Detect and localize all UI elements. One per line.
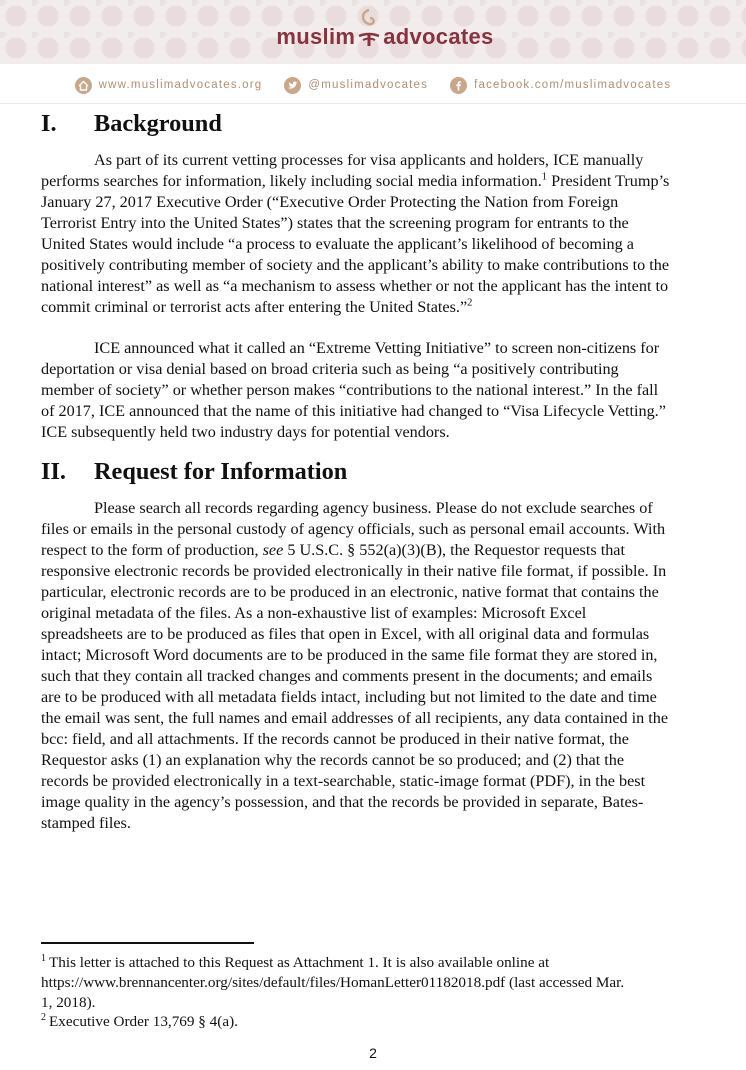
page-number: 2 <box>369 1045 377 1061</box>
section-heading-request <box>41 458 731 485</box>
section-number: II. <box>41 458 66 485</box>
paragraph: ICE announced what it called an “Extreme Vetting Initiative” to screen non-citizens for deportation or visa denial based on broad criteria such as being “a positively contributing member of society” or whether person makes “contributions to the national interest.” In the fall of 2017, ICE announced that the name of this initiative had changed to “Visa Lifecycle Vetting.” ICE subsequently held two industry days for potential vendors. <box>41 339 666 441</box>
paragraph: Please search all records regarding agency business. Please do not exclude searches of files or emails in the personal custody of agency officials, such as personal email accounts. With respect to the form of production, see 5 U.S.C. § 552(a)(3)(B), the Requestor requests that responsive electronic records be provided electronically in their native file format, if possible. In particular, electronic records are to be produced in an electronic, native format that contains the original metadata of the files. As a non-exhaustive list of examples: Microsoft Excel spreadsheets are to be produced as files that open in Excel, with all original data and formulas intact; Microsoft Word documents are to be produced in the same file format they are stored in, such that they contain all tracked changes and comments present in the documents; and emails are to be produced with all metadata fields intact, including but not limited to the date and time the email was sent, the full names and email addresses of all recipients, any data contained in the bcc: field, and all attachments. If the records cannot be produced in their native format, the Requestor asks (1) an explanation why the records cannot be so produced; and (2) that the records be provided electronically in a text-searchable, static-image format (PDF), in the best image quality in the agency’s possession, and that the records be provided in separate, Bates- stamped files. <box>41 499 669 832</box>
section-heading-background <box>41 110 731 137</box>
letter-body <box>41 110 731 834</box>
logo <box>0 0 746 64</box>
footnote-1: $^1$ This letter is attached to this Request as Attachment 1. It is also available online at https://www.brennancenter.org/sites/default/files/HomanLetter01182018.pdf (last accessed Mar. 1, 2018). <box>41 952 625 1011</box>
website-link[interactable] <box>75 77 263 94</box>
contact-bar <box>0 74 746 96</box>
twitter-icon <box>284 77 301 94</box>
footnote-ref[interactable]: 2 <box>467 297 473 309</box>
facebook-link[interactable] <box>450 77 671 94</box>
logo-text-muslim: muslim <box>276 24 356 49</box>
twitter-text: @muslimadvocates <box>308 79 429 91</box>
facebook-icon <box>450 77 467 94</box>
footnote-ref[interactable]: 1 <box>541 171 548 183</box>
section-number: I. <box>41 110 57 137</box>
section-title: Background <box>94 110 222 137</box>
website-text: www.muslimadvocates.org <box>98 79 263 91</box>
footnote-2: $^2$ Executive Order 13,769 § 4(a). <box>41 1012 238 1031</box>
twitter-link[interactable] <box>284 77 428 94</box>
header-divider <box>0 103 746 104</box>
footnotes <box>41 953 731 1032</box>
paragraph: As part of its current vetting processes for visa applicants and holders, ICE manually performs searches for information, likely including social media information.$^1$ President Trump’s January 27, 2017 Executive Order (“Executive Order Protecting the Nation from Foreign Terrorist Entry into the United States”) states that the screening program for entrants to the United States would include “a process to evaluate the applicant’s likelihood of becoming a positively contributing member of society and the applicant’s ability to make contributions to the national interest” as well as “a mechanism to assess whether or not the applicant has the intent to commit criminal or terrorist acts after entering the United States.”$^2$ <box>41 151 670 316</box>
logo-mark-icon <box>355 28 383 50</box>
facebook-text: facebook.com/muslimadvocates <box>474 79 672 91</box>
logo-text-advocates: advocates <box>383 24 494 49</box>
home-icon <box>75 77 92 94</box>
footnote-divider <box>41 942 254 944</box>
section-title: Request for Information <box>94 458 348 485</box>
